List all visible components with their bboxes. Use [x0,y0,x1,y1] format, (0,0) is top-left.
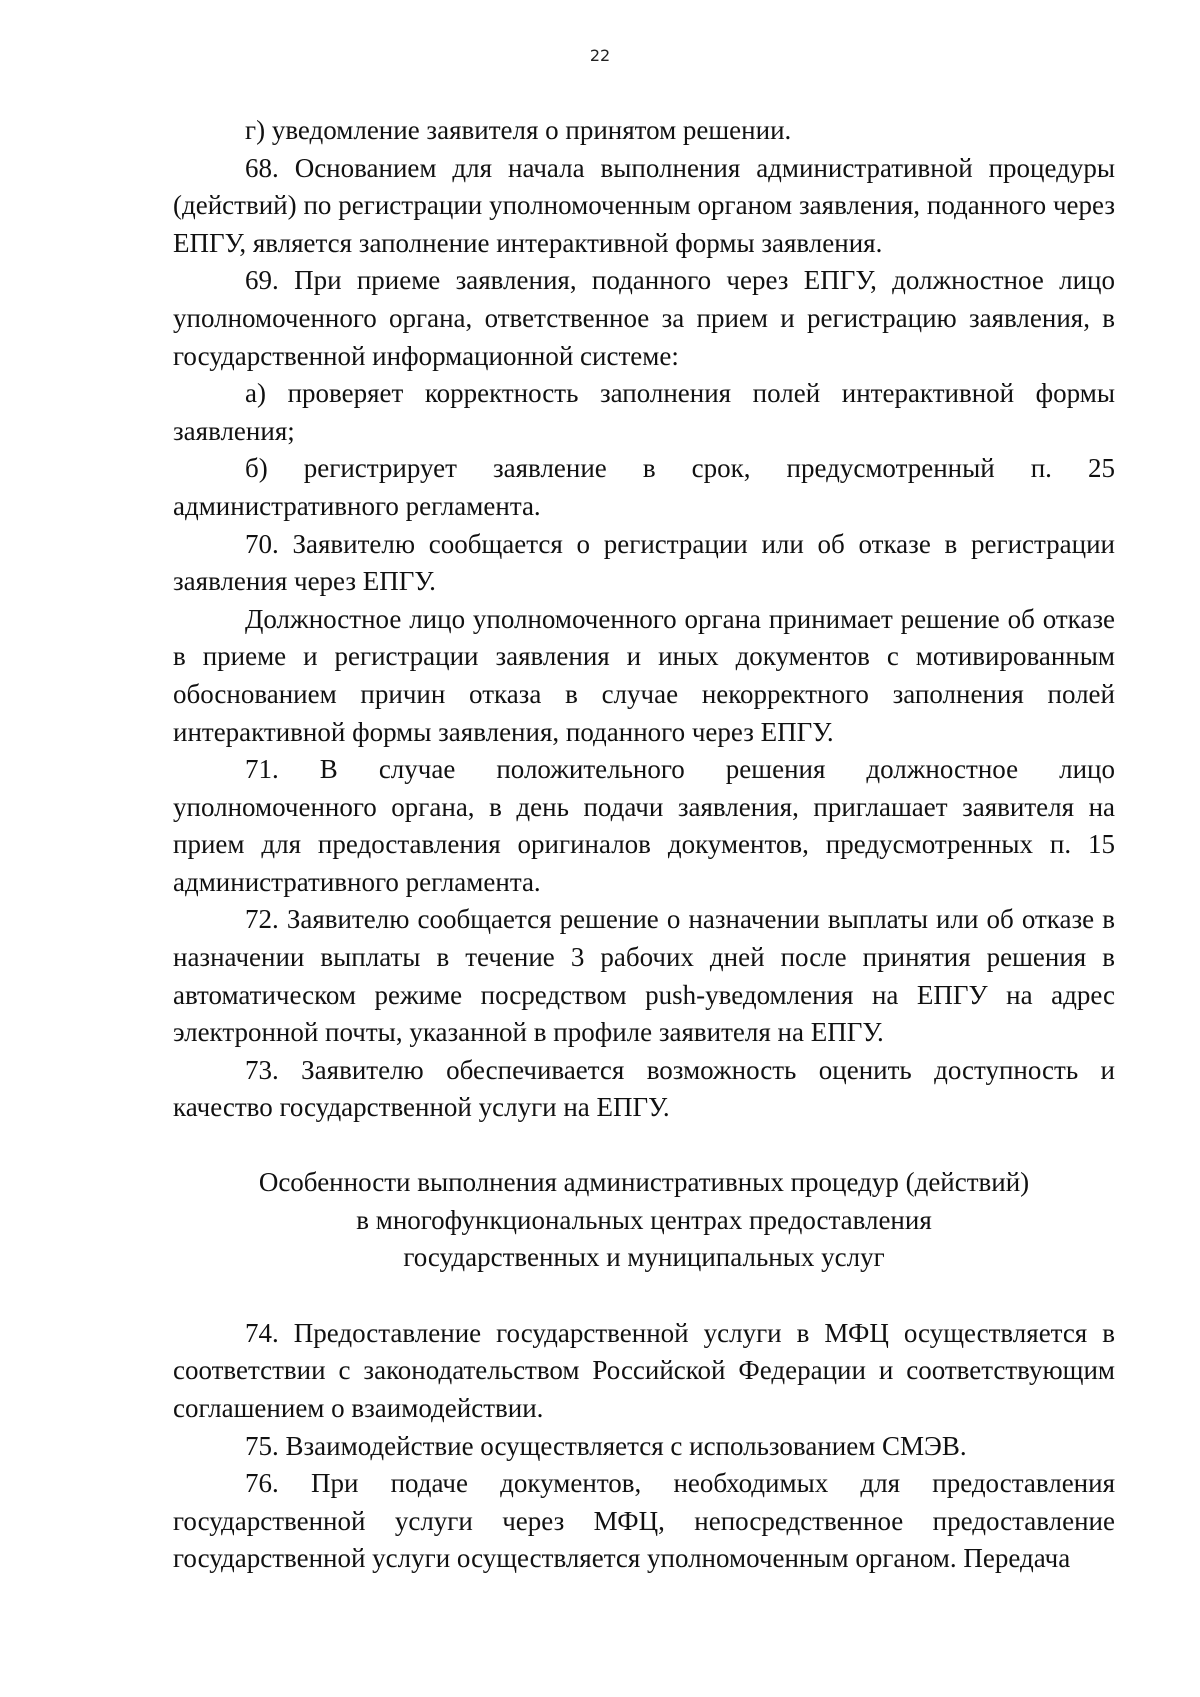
page-number: 22 [589,46,611,65]
paragraph-76: 76. При подаче документов, необходимых для предоставления государственной услуги через МФЦ, непосредственное предоставление государственной услуги осуществляется уполномоченным органом. Передача [173,1468,1115,1574]
paragraph-70: 70. Заявителю сообщается о регистрации или об отказе в регистрации заявления через ЕПГУ. [173,528,1115,597]
section-heading-line: в многофункциональных центрах предоставления [356,1204,932,1235]
paragraph-72: 72. Заявителю сообщается решение о назначении выплаты или об отказе в назначении выплаты в течение 3 рабочих дней после принятия решения в автоматическом режиме посредством push-уведомления на ЕПГУ на адрес электронной почты, указанной в профиле заявителя на ЕПГУ. [173,904,1115,1048]
section-heading-line: Особенности выполнения административных процедур (действий) [258,1167,1030,1198]
paragraph-69: 69. При приеме заявления, поданного через ЕПГУ, должностное лицо уполномоченного органа, ответственное за прием и регистрацию заявления, в государственной информационной системе: [173,265,1115,371]
section-heading [173,1164,1115,1277]
paragraph-70-refusal: Должностное лицо уполномоченного органа принимает решение об отказе в приеме и регистрации заявления и иных документов с мотивированным обоснованием причин отказа в случае некорректного заполнения полей интерактивной формы заявления, поданного через ЕПГУ. [173,603,1115,747]
paragraph-71: 71. В случае положительного решения должностное лицо уполномоченного органа, в день подачи заявления, приглашает заявителя на прием для предоставления оригиналов документов, предусмотренных п. 15 административного регламента. [173,754,1115,897]
paragraph-73: 73. Заявителю обеспечивается возможность оценить доступность и качество государственной услуги на ЕПГУ. [173,1054,1115,1123]
paragraph-68: 68. Основанием для начала выполнения административной процедуры (действий) по регистрации уполномоченным органом заявления, поданного через ЕПГУ, является заполнение интерактивной формы заявления. [173,152,1115,258]
paragraph-item-g: г) уведомление заявителя о принятом решении. [245,115,792,145]
section-heading-line: государственных и муниципальных услуг [403,1242,885,1273]
paragraph-75: 75. Взаимодействие осуществляется с использованием СМЭВ. [245,1430,967,1461]
document-body [173,112,1115,1578]
paragraph-74: 74. Предоставление государственной услуги в МФЦ осуществляется в соответствии с законодательством Российской Федерации и соответствующим соглашением о взаимодействии. [173,1317,1115,1423]
paragraph-69-a: а) проверяет корректность заполнения полей интерактивной формы заявления; [173,378,1115,446]
paragraph-69-b: б) регистрирует заявление в срок, предусмотренный п. 25 административного регламента. [173,453,1115,521]
